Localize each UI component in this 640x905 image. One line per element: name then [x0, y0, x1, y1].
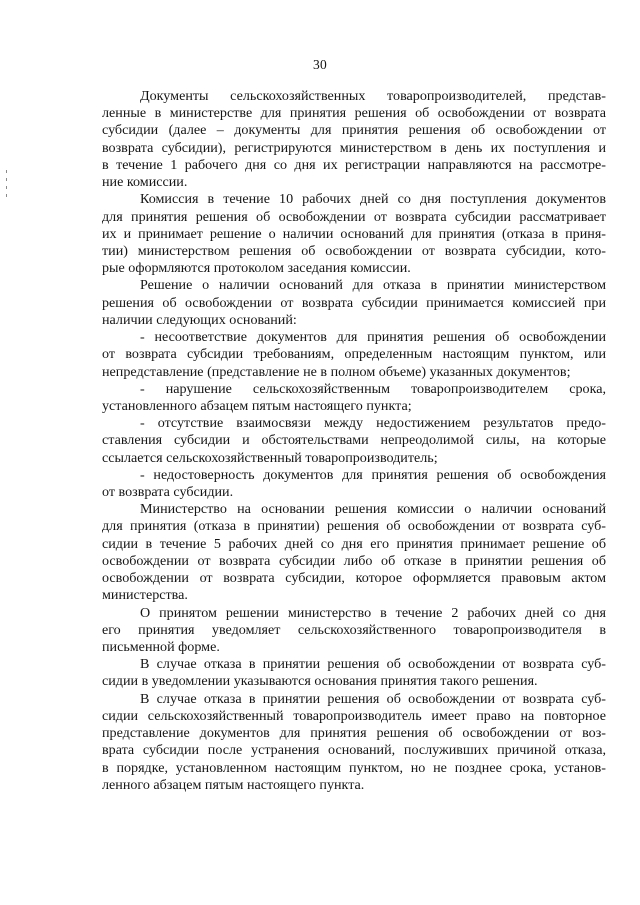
- paragraph-ministry-decision: [102, 501, 606, 604]
- paragraph-notification: [102, 605, 606, 657]
- text-line: для принятия решения об освобождении от возврата субсидии рассматривает: [102, 208, 606, 225]
- text-line: в порядке, установленном настоящим пунктом, но не позднее срока, установ-: [102, 759, 606, 776]
- list-item-ground-unreliable-documents: [102, 467, 606, 501]
- text-line: ленного абзацем пятым настоящего пункта.: [102, 776, 365, 793]
- text-line: от возврата субсидии требованиям, определенным настоящим пунктом, или: [102, 346, 606, 363]
- text-line: освобождении от возврата субсидии, которое оформляется правовым актом: [102, 570, 606, 587]
- text-line: - отсутствие взаимосвязи между недостижением результатов предо-: [140, 415, 606, 432]
- list-item-ground-deadline: [102, 381, 606, 415]
- text-line: решения об освобождении от возврата субсидии принимается комиссией при: [102, 294, 606, 311]
- text-line: - недостоверность документов для принятия решения об освобождения: [140, 466, 606, 483]
- paragraph-refusal-grounds-intro: [102, 277, 606, 329]
- paragraph-resubmission-right: [102, 691, 606, 794]
- text-line: - несоответствие документов для принятия решения об освобождении: [140, 329, 606, 346]
- page-number: 30: [313, 57, 327, 72]
- text-line: возврата субсидии), регистрируются министерством в день их поступления и: [102, 139, 606, 156]
- text-line: установленного абзацем пятым настоящего пункта;: [102, 397, 412, 414]
- text-line: тии) министерством решения об освобождении от возврата субсидии, кото-: [102, 242, 606, 259]
- paragraph-documents-registration: [102, 88, 606, 191]
- text-line: министерства.: [102, 587, 188, 604]
- document-body: [102, 88, 606, 794]
- text-line: Решение о наличии оснований для отказа в принятии министерством: [140, 277, 606, 294]
- list-item-ground-nonconformity: [102, 329, 606, 381]
- text-line: его принятия уведомляет сельскохозяйственного товаропроизводителя в: [102, 621, 606, 638]
- text-line: письменной форме.: [102, 639, 220, 655]
- text-line: от возврата субсидии.: [102, 484, 234, 501]
- text-line: рые оформляются протоколом заседания комиссии.: [102, 260, 411, 277]
- text-line: Документы сельскохозяйственных товаропроизводителей, представ-: [140, 88, 606, 104]
- text-line: ленные в министерстве для принятия решения об освобождении от возврата: [102, 105, 606, 122]
- text-line: ние комиссии.: [102, 174, 188, 191]
- text-line: Комиссия в течение 10 рабочих дней со дня поступления документов: [140, 191, 606, 208]
- text-line: сидии в течение 5 рабочих дней со дня его принятия принимает решение об: [102, 535, 606, 552]
- text-line: - нарушение сельскохозяйственным товаропроизводителем срока,: [140, 380, 606, 397]
- paragraph-commission-review: [102, 191, 606, 277]
- text-line: освобождении от возврата субсидии либо об отказе в принятии решения об: [102, 552, 606, 569]
- margin-scan-marks: [6, 170, 8, 210]
- text-line: в течение 1 рабочего дня со дня их регистрации направляются на рассмотре-: [102, 156, 606, 173]
- text-line: непредставление (представление не в полном объеме) указанных документов;: [102, 363, 571, 380]
- paragraph-refusal-notice: [102, 656, 606, 690]
- text-line: врата субсидии после устранения оснований, послуживших причиной отказа,: [102, 742, 606, 759]
- list-item-ground-force-majeure: [102, 415, 606, 467]
- text-line: наличии следующих оснований:: [102, 311, 297, 328]
- text-line: Министерство на основании решения комиссии о наличии оснований: [140, 501, 606, 518]
- text-line: сидии сельскохозяйственный товаропроизводитель имеет право на повторное: [102, 707, 606, 724]
- text-line: их и принимает решение о наличии оснований для принятия (отказа в приня-: [102, 225, 606, 242]
- text-line: сидии в уведомлении указываются основания принятия такого решения.: [102, 673, 538, 690]
- text-line: В случае отказа в принятии решения об освобождении от возврата суб-: [140, 656, 606, 673]
- text-line: субсидии (далее – документы для принятия решения об освобождении от: [102, 122, 606, 139]
- text-line: ставления субсидии и обстоятельствами непреодолимой силы, на которые: [102, 432, 606, 449]
- text-line: представление документов для принятия решения об освобождении от воз-: [102, 725, 606, 742]
- text-line: для принятия (отказа в принятии) решения об освобождении от возврата суб-: [102, 518, 606, 535]
- text-line: ссылается сельскохозяйственный товаропроизводитель;: [102, 449, 438, 466]
- text-line: В случае отказа в принятии решения об освобождении от возврата суб-: [140, 690, 606, 707]
- text-line: О принятом решении министерство в течение 2 рабочих дней со дня: [140, 604, 606, 621]
